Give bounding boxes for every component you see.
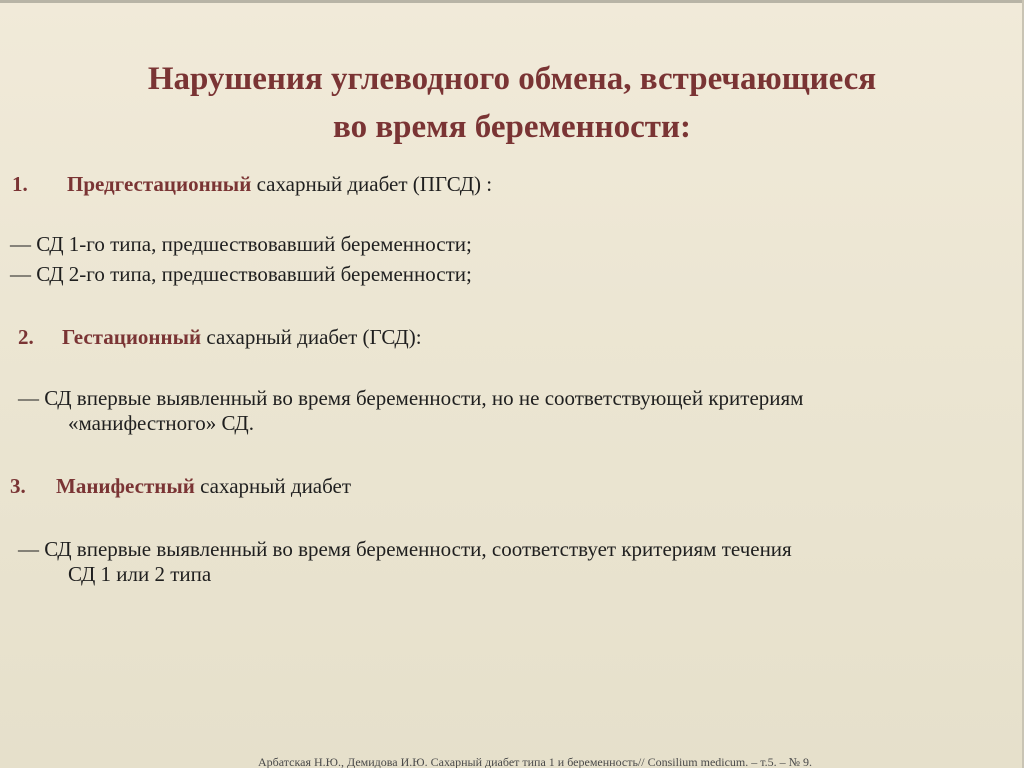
title-line-1: Нарушения углеводного обмена, встречающиеся xyxy=(147,61,877,97)
item-3-text: сахарный диабет xyxy=(194,474,352,498)
item-3-bullet-line-1: — СД впервые выявленный во время беременности, соответствует критериям течения xyxy=(18,537,792,561)
item-3-term: Манифестный xyxy=(56,474,195,498)
slide-title xyxy=(0,55,1024,151)
item-2-number: 2. xyxy=(18,325,34,349)
item-1-number: 1. xyxy=(12,172,28,196)
title-line-2: во время беременности: xyxy=(333,109,691,145)
item-2-heading xyxy=(18,325,422,350)
item-2-text: сахарный диабет (ГСД): xyxy=(201,325,422,349)
item-1-bullet-2: — СД 2-го типа, предшествовавший беременности; xyxy=(10,262,472,286)
item-2-bullet-line-2: «манифестного» СД. xyxy=(68,411,255,435)
item-3-bullet-line-2: СД 1 или 2 типа xyxy=(68,562,212,586)
top-divider xyxy=(0,0,1024,3)
item-2-term: Гестационный xyxy=(62,325,202,349)
item-3-heading xyxy=(10,474,351,499)
item-3-number: 3. xyxy=(10,474,26,498)
item-1-heading xyxy=(12,172,492,197)
item-2-bullet-line-1: — СД впервые выявленный во время беременности, но не соответствующей критериям xyxy=(18,386,804,410)
item-1-term: Предгестационный xyxy=(67,172,252,196)
item-1-bullet-1: — СД 1-го типа, предшествовавший беременности; xyxy=(10,232,472,256)
citation-footer: Арбатская Н.Ю., Демидова И.Ю. Сахарный диабет типа 1 и беременность// Consilium medicum. – т.5. – № 9. xyxy=(258,755,813,768)
item-1-text: сахарный диабет (ПГСД) : xyxy=(251,172,493,196)
